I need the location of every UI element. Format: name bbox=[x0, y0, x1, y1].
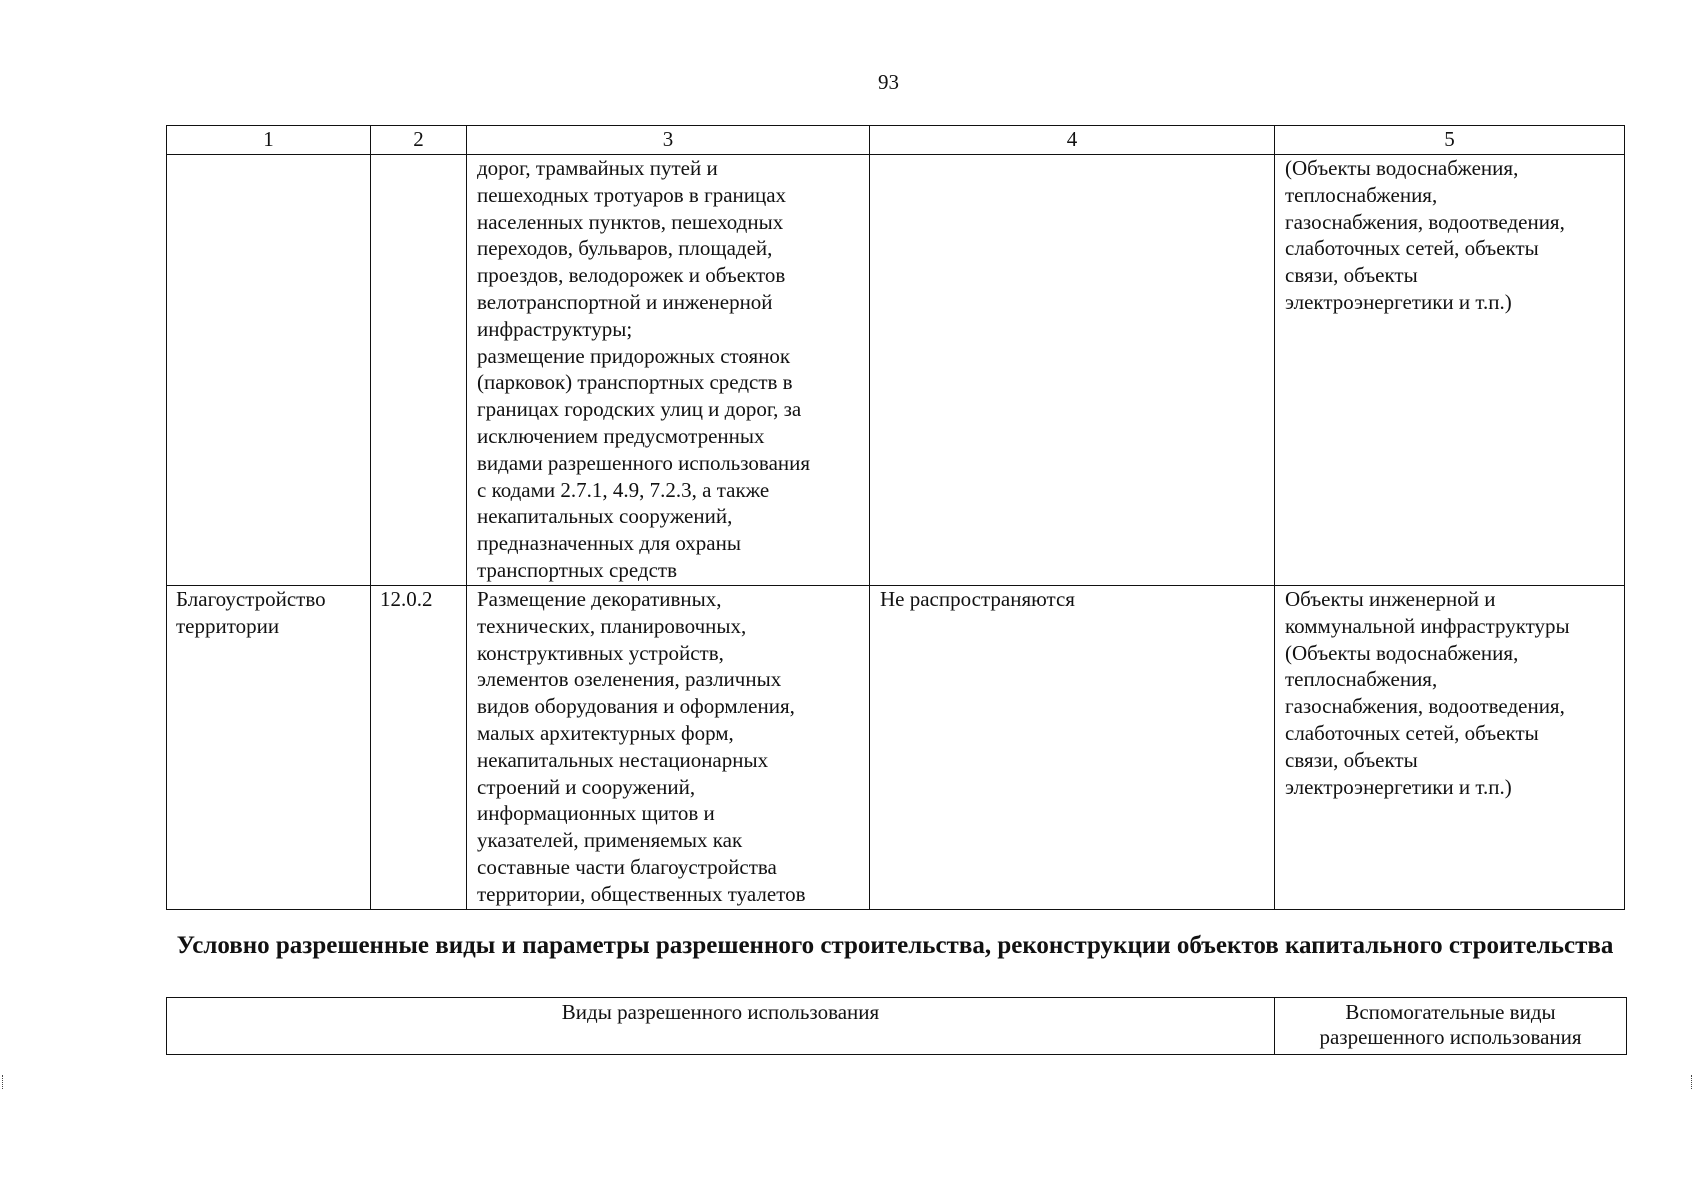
use-code-cell bbox=[371, 155, 467, 586]
use-type-name-cell bbox=[167, 155, 371, 586]
parameters-cell: Не распространяются bbox=[870, 586, 1275, 910]
section-heading: Условно разрешенные виды и параметры разрешенного строительства, реконструкции объектов капитального строительства bbox=[176, 932, 1614, 959]
use-description-cell: дорог, трамвайных путей и пешеходных тротуаров в границах населенных пунктов, пешеходных переходов, бульваров, площадей, проездов, велодорожек и объектов велотранспортной и инженерной инфраструктуры; размещение придорожных стоянок (парковок) транспортных средств в границах городских улиц и дорог, за исключением предусмотренных видами разрешенного использования с кодами 2.7.1, 4.9, 7.2.3, а также некапитальных сооружений, предназначенных для охраны транспортных средств bbox=[467, 155, 870, 586]
use-type-name-cell: Благоустройство территории bbox=[167, 586, 371, 910]
column-number-1: 1 bbox=[167, 126, 371, 155]
permitted-use-table bbox=[166, 125, 1625, 910]
page-number: 93 bbox=[878, 70, 899, 94]
table-header-row bbox=[167, 126, 1625, 155]
conditional-use-table-header bbox=[166, 997, 1627, 1055]
column-number-5: 5 bbox=[1275, 126, 1625, 155]
auxiliary-uses-cell: Объекты инженерной и коммунальной инфраструктуры (Объекты водоснабжения, теплоснабжения, газоснабжения, водоотведения, слаботочных сетей, объекты связи, объекты электроэнергетики и т.п.) bbox=[1275, 586, 1625, 910]
parameters-cell bbox=[870, 155, 1275, 586]
permitted-uses-column-header: Виды разрешенного использования bbox=[167, 998, 1275, 1055]
table-row bbox=[167, 155, 1625, 586]
table-row bbox=[167, 586, 1625, 910]
use-description-cell: Размещение декоративных, технических, планировочных, конструктивных устройств, элементов озеленения, различных видов оборудования и оформления, малых архитектурных форм, некапитальных нестационарных строений и сооружений, информационных щитов и указателей, применяемых как составные части благоустройства территории, общественных туалетов bbox=[467, 586, 870, 910]
column-number-3: 3 bbox=[467, 126, 870, 155]
use-code-cell: 12.0.2 bbox=[371, 586, 467, 910]
column-number-2: 2 bbox=[371, 126, 467, 155]
scan-edge-mark-right bbox=[1691, 1075, 1695, 1089]
scan-edge-mark-left bbox=[2, 1075, 6, 1089]
table-header-row bbox=[167, 998, 1627, 1055]
auxiliary-uses-cell: (Объекты водоснабжения, теплоснабжения, газоснабжения, водоотведения, слаботочных сетей, объекты связи, объекты электроэнергетики и т.п.) bbox=[1275, 155, 1625, 586]
auxiliary-uses-column-header: Вспомогательные виды разрешенного использования bbox=[1275, 998, 1627, 1055]
column-number-4: 4 bbox=[870, 126, 1275, 155]
